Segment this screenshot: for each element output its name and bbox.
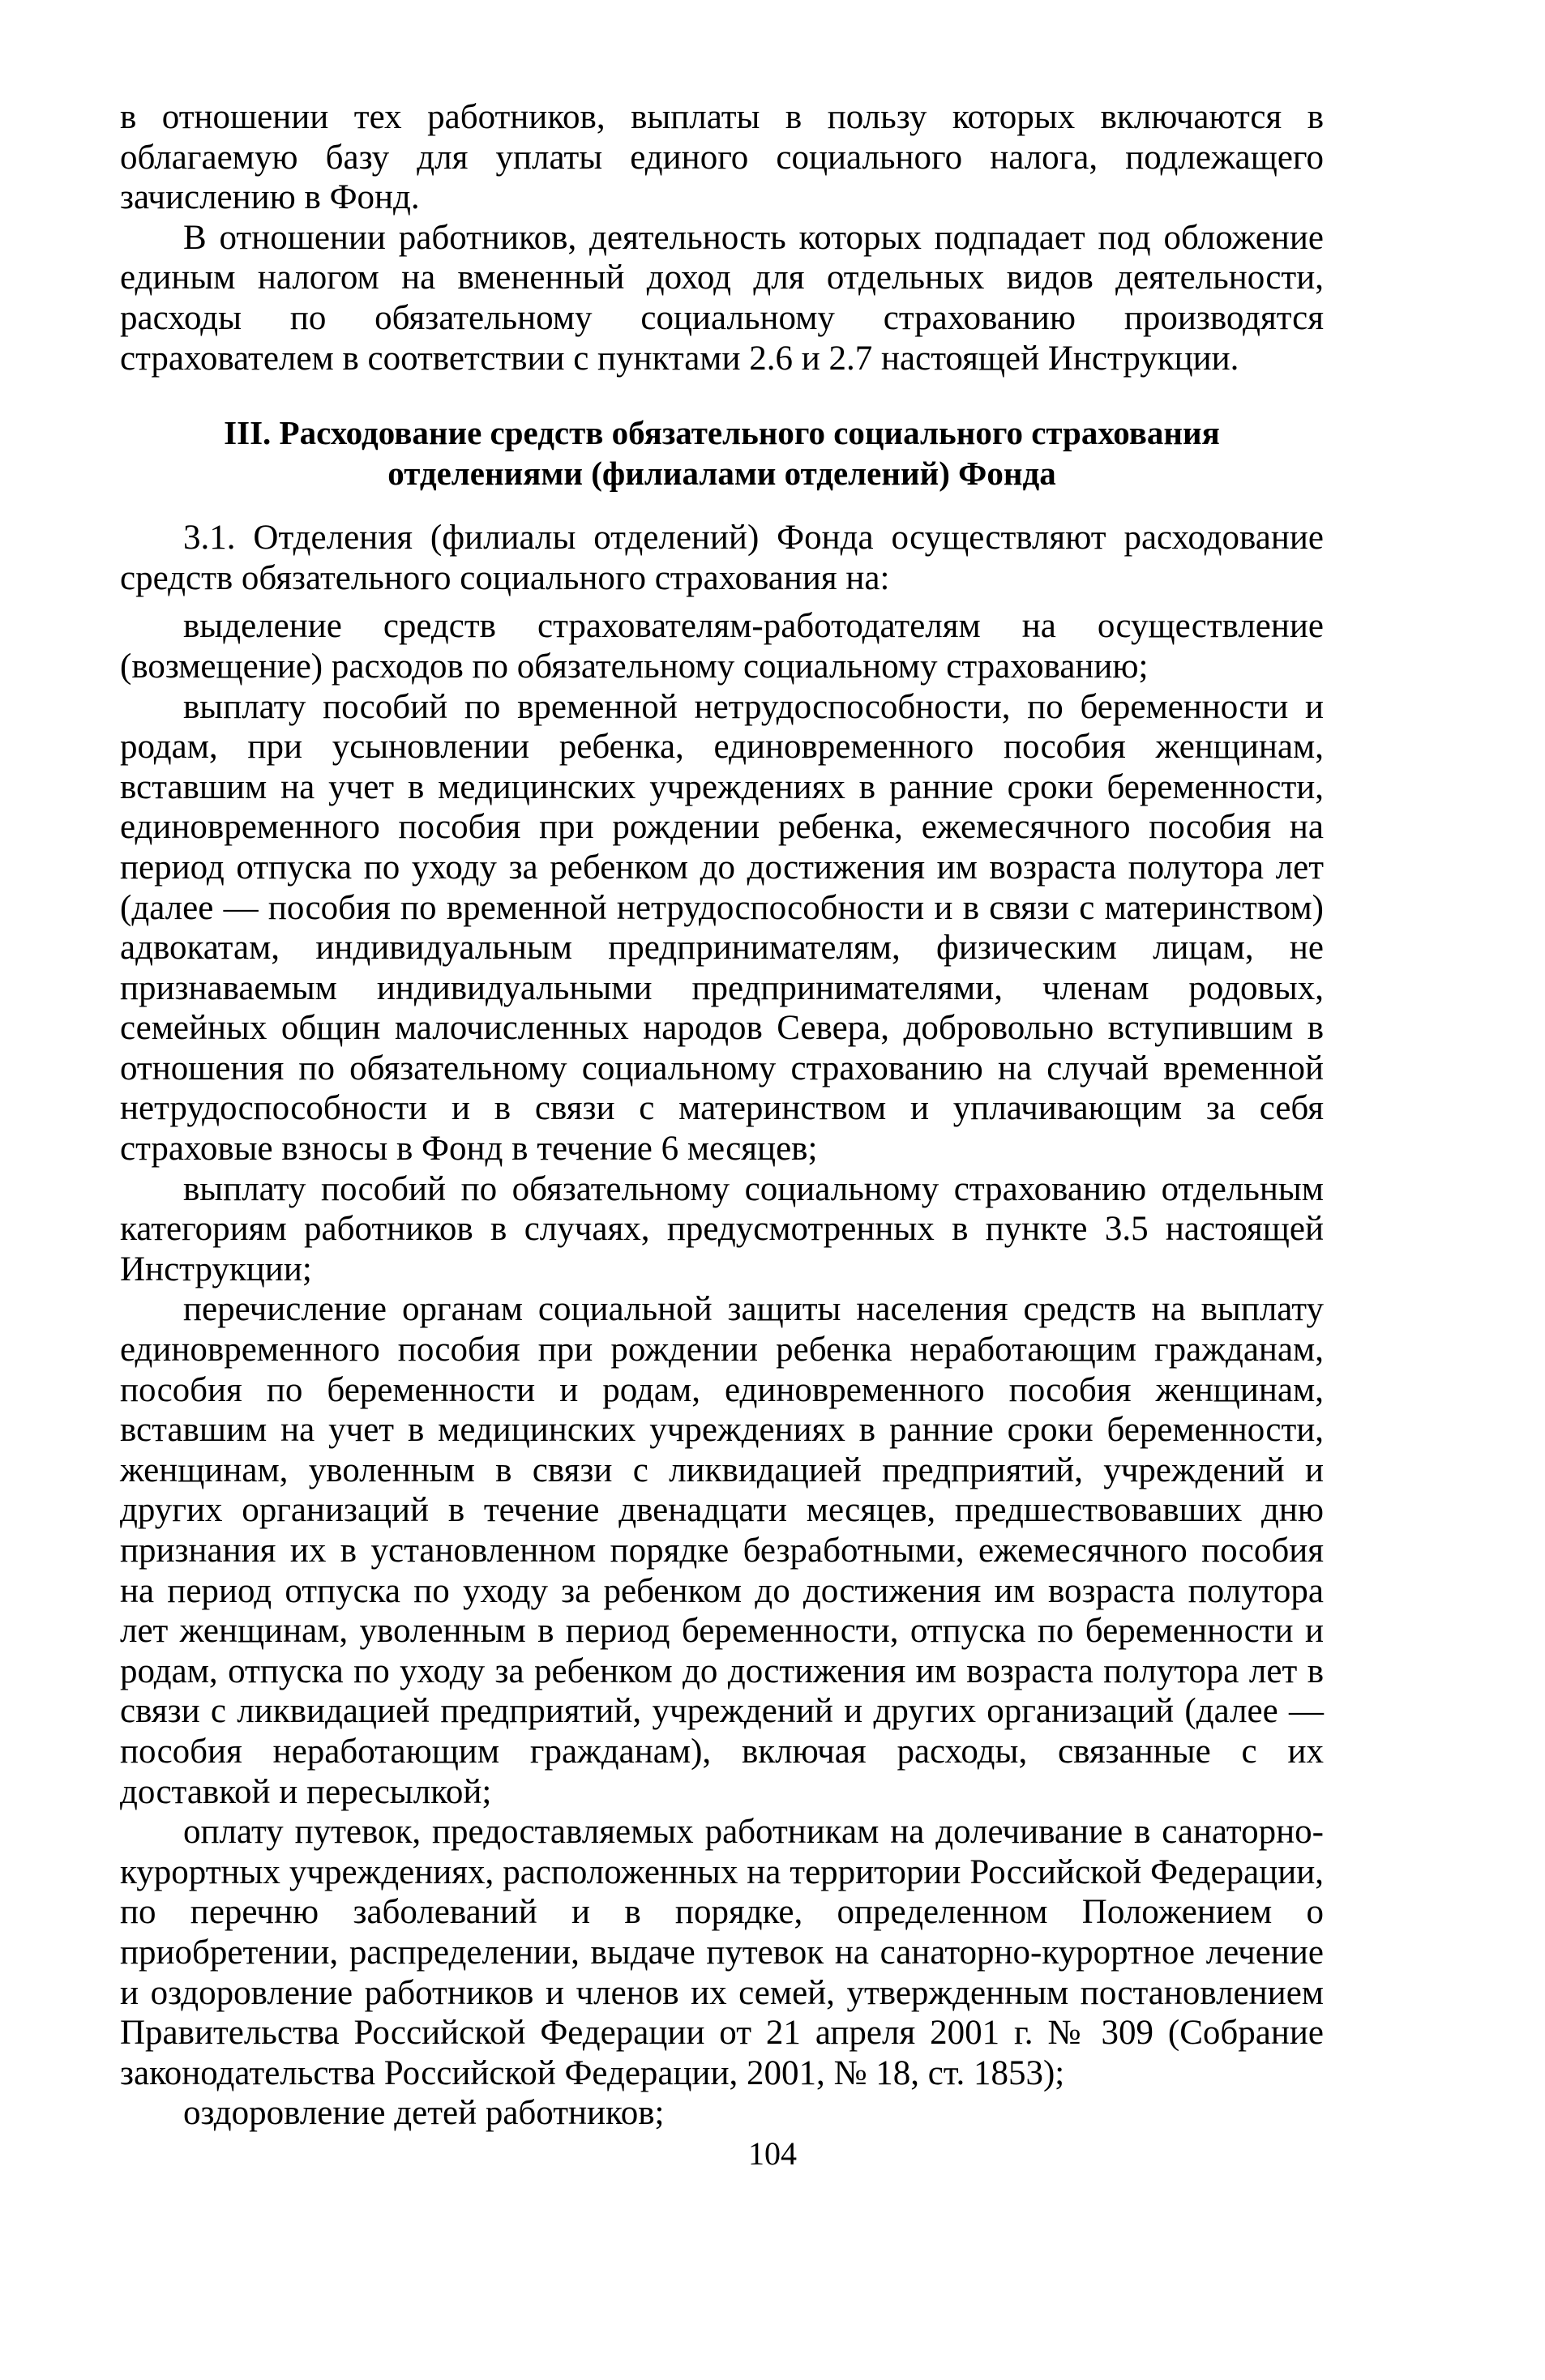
paragraph-continuation: в отношении тех работников, выплаты в пользу которых включаются в облагаемую базу для уплаты единого социального налога, подлежащего зачислению в Фонд. xyxy=(120,98,1324,217)
list-item-social-protection-transfer: перечисление органам социальной защиты населения средств на выплату единовременного пособия при рождении ребенка неработающим гражданам, пособия по беременности и родам, единовременного пособия женщинам, вставшим на учет в медицинских учреждениях в ранние сроки беременности, женщинам, уволенным в связи с ликвидацией предприятий, учреждений и других организаций в течение двенадцати месяцев, предшествовавших дню признания их в установленном порядке безработными, ежемесячного пособия на период отпуска по уходу за ребенком до достижения им возраста полутора лет женщинам, уволенным в период беременности, отпуска по беременности и родам, отпуска по уходу за ребенком до достижения им возраста полутора лет в связи с ликвидацией предприятий, учреждений и других организаций (далее — пособия неработающим гражданам), включая расходы, связанные с их доставкой и пересылкой; xyxy=(120,1290,1324,1811)
section-heading xyxy=(120,412,1324,494)
paragraph-envd: В отношении работников, деятельность которых подпадает под обложение единым налогом на вмененный доход для отдельных видов деятельности, расходы по обязательному социальному страхованию производятся страхователем в соответствии с пунктами 2.6 и 2.7 настоящей Инструкции. xyxy=(120,218,1324,378)
list-item-allocation: выделение средств страхователям-работодателям на осуществление (возмещение) расходов по обязательному социальному страхованию; xyxy=(120,607,1324,686)
page-number: 104 xyxy=(748,2135,797,2172)
list-item-benefits-categories: выплату пособий по обязательному социальному страхованию отдельным категориям работников в случаях, предусмотренных в пункте 3.5 настоящей Инструкции; xyxy=(120,1169,1324,1288)
section-heading-line-2: отделениями (филиалами отделений) Фонда xyxy=(387,455,1056,493)
list-item-vouchers: оплату путевок, предоставляемых работникам на долечивание в санаторно-курортных учреждениях, расположенных на территории Российской Федерации, по перечню заболеваний и в порядке, определенном Положением о приобретении, распределении, выдаче путевок на санаторно-курортное лечение и оздоровление работников и членов их семей, утвержденным постановлением Правительства Российской Федерации от 21 апреля 2001 г. № 309 (Собрание законодательства Российской Федерации, 2001, № 18, ст. 1853); xyxy=(120,1813,1324,2092)
list-item-children-health: оздоровление детей работников; xyxy=(183,2094,665,2133)
section-heading-line-1: III. Расходование средств обязательного социального страхования xyxy=(224,414,1220,452)
paragraph-3-1: 3.1. Отделения (филиалы отделений) Фонда осуществляют расходование средств обязательного социального страхования на: xyxy=(120,519,1324,597)
list-item-benefits-self-employed: выплату пособий по временной нетрудоспособности, по беременности и родам, при усыновлении ребенка, единовременного пособия женщинам, вставшим на учет в медицинских учреждениях в ранние сроки беременности, единовременного пособия при рождении ребенка, ежемесячного пособия на период отпуска по уходу за ребенком до достижения им возраста полутора лет (далее — пособия по временной нетрудоспособности и в связи с материнством) адвокатам, индивидуальным предпринимателям, физическим лицам, не признаваемым индивидуальными предпринимателями, членам родовых, семейных общин малочисленных народов Севера, добровольно вступившим в отношения по обязательному социальному страхованию на случай временной нетрудоспособности и в связи с материнством и уплачивающим за себя страховые взносы в Фонд в течение 6 месяцев; xyxy=(120,687,1324,1169)
document-page xyxy=(120,97,1324,2134)
